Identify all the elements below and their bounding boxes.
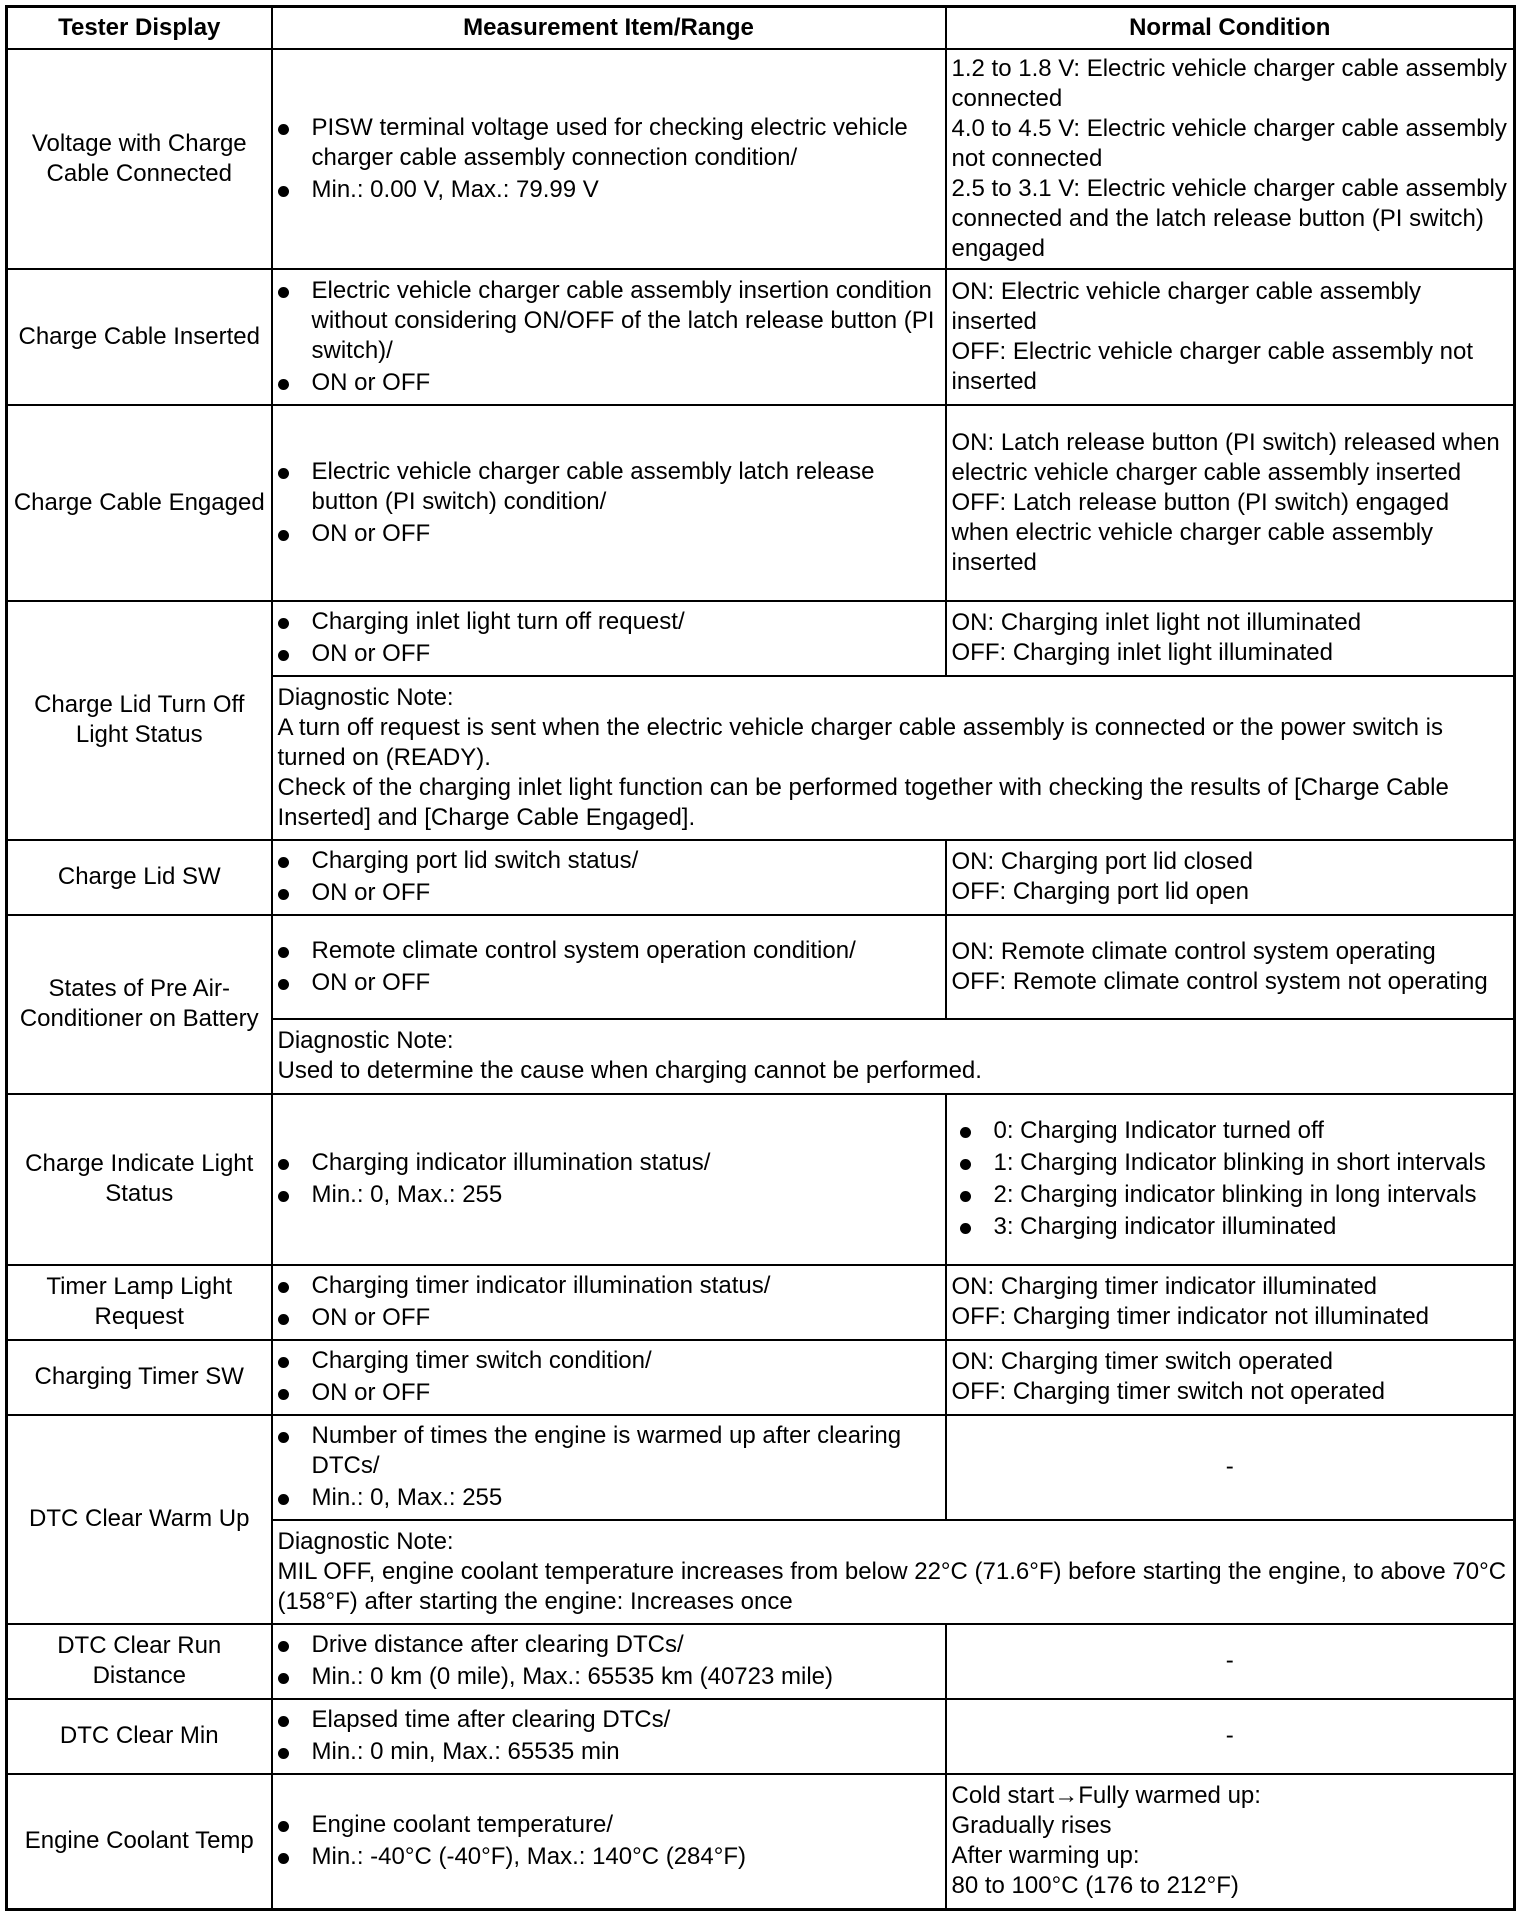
tester-display-cell: Charge Lid SW (7, 840, 272, 915)
list-item: Charging inlet light turn off request/ (278, 607, 940, 637)
table-row (7, 915, 1515, 1019)
bullet-icon (278, 1821, 289, 1832)
bullet-icon (278, 530, 289, 541)
measurement-cell (272, 1415, 946, 1520)
list-item: Min.: 0 min, Max.: 65535 min (278, 1737, 940, 1767)
tester-display-cell: DTC Clear Min (7, 1699, 272, 1774)
bullet-icon (278, 124, 289, 135)
bullet-icon (278, 889, 289, 900)
bullet-icon (278, 287, 289, 298)
list-item: Number of times the engine is warmed up after clearing DTCs/ (278, 1421, 940, 1481)
list-item: Remote climate control system operation condition/ (278, 936, 940, 966)
measurement-cell (272, 1699, 946, 1774)
bullet-icon (278, 979, 289, 990)
tester-display-cell: Engine Coolant Temp (7, 1774, 272, 1910)
bullet-icon (960, 1127, 971, 1138)
list-item: ON or OFF (278, 639, 940, 669)
bullet-icon (278, 1853, 289, 1864)
tester-display-cell: Charge Indicate Light Status (7, 1094, 272, 1265)
measurement-cell (272, 840, 946, 915)
bullet-icon (960, 1159, 971, 1170)
bullet-icon (278, 1357, 289, 1368)
normal-condition-cell: ON: Charging timer switch operated OFF: Charging timer switch not operated (946, 1340, 1515, 1415)
table-row (7, 840, 1515, 915)
measurement-cell (272, 601, 946, 676)
measurement-cell (272, 1094, 946, 1265)
measurement-cell (272, 1774, 946, 1910)
table-row (7, 1094, 1515, 1265)
list-item: Engine coolant temperature/ (278, 1810, 940, 1840)
bullet-icon (278, 1673, 289, 1684)
list-item: ON or OFF (278, 519, 940, 549)
normal-condition-cell: 1.2 to 1.8 V: Electric vehicle charger cable assembly connected 4.0 to 4.5 V: Electric vehicle charger cable assembly not connected 2.5 to 3.1 V: Electric vehicle charger cable assembly connected and the latch release button (PI switch) engaged (946, 49, 1515, 269)
table-row (7, 405, 1515, 601)
header-tester-display: Tester Display (7, 7, 272, 49)
normal-condition-cell: - (946, 1699, 1515, 1774)
normal-condition-cell: ON: Charging timer indicator illuminated OFF: Charging timer indicator not illuminated (946, 1265, 1515, 1340)
diagnostic-note: Diagnostic Note: Used to determine the cause when charging cannot be performed. (272, 1019, 1515, 1094)
list-item: 2: Charging indicator blinking in long intervals (960, 1180, 1509, 1210)
table-row (7, 1699, 1515, 1774)
measurement-cell (272, 49, 946, 269)
tester-display-cell: Charge Cable Engaged (7, 405, 272, 601)
bullet-icon (278, 1159, 289, 1170)
tester-display-cell: Voltage with Charge Cable Connected (7, 49, 272, 269)
tester-display-cell: Charge Lid Turn Off Light Status (7, 601, 272, 840)
list-item: Electric vehicle charger cable assembly latch release button (PI switch) condition/ (278, 457, 940, 517)
bullet-icon (278, 1494, 289, 1505)
diagnostic-note: Diagnostic Note: MIL OFF, engine coolant temperature increases from below 22°C (71.6°F) before starting the engine, to above 70°C (158°F) after starting the engine: Increases once (272, 1520, 1515, 1624)
normal-condition-cell: ON: Charging port lid closed OFF: Charging port lid open (946, 840, 1515, 915)
list-item: Charging indicator illumination status/ (278, 1148, 940, 1178)
list-item: Charging port lid switch status/ (278, 846, 940, 876)
list-item: PISW terminal voltage used for checking electric vehicle charger cable assembly connection condition/ (278, 113, 940, 173)
list-item: Charging timer indicator illumination status/ (278, 1271, 940, 1301)
bullet-icon (960, 1223, 971, 1234)
list-item: Min.: 0 km (0 mile), Max.: 65535 km (40723 mile) (278, 1662, 940, 1692)
list-item: ON or OFF (278, 968, 940, 998)
list-item: Min.: -40°C (-40°F), Max.: 140°C (284°F) (278, 1842, 940, 1872)
bullet-icon (278, 947, 289, 958)
bullet-icon (278, 857, 289, 868)
header-normal-condition: Normal Condition (946, 7, 1515, 49)
bullet-icon (278, 1389, 289, 1400)
table-row (7, 1774, 1515, 1910)
header-measurement: Measurement Item/Range (272, 7, 946, 49)
table-row (7, 1340, 1515, 1415)
list-item: 3: Charging indicator illuminated (960, 1212, 1509, 1242)
list-item: ON or OFF (278, 368, 940, 398)
list-item: ON or OFF (278, 1378, 940, 1408)
normal-condition-cell: ON: Latch release button (PI switch) released when electric vehicle charger cable assembly inserted OFF: Latch release button (PI switch) engaged when electric vehicle charger cable assembly inserted (946, 405, 1515, 601)
tester-display-cell: DTC Clear Run Distance (7, 1624, 272, 1699)
list-item: Charging timer switch condition/ (278, 1346, 940, 1376)
bullet-icon (278, 618, 289, 629)
tester-display-cell: States of Pre Air-Conditioner on Battery (7, 915, 272, 1094)
table-row (7, 1624, 1515, 1699)
table-row (7, 601, 1515, 676)
bullet-icon (278, 1641, 289, 1652)
measurement-cell (272, 1624, 946, 1699)
list-item: Min.: 0, Max.: 255 (278, 1180, 940, 1210)
normal-condition-cell: - (946, 1624, 1515, 1699)
measurement-cell (272, 1265, 946, 1340)
normal-condition-cell: ON: Electric vehicle charger cable assembly inserted OFF: Electric vehicle charger cable assembly not inserted (946, 269, 1515, 405)
list-item: Min.: 0.00 V, Max.: 79.99 V (278, 175, 940, 205)
measurement-cell (272, 269, 946, 405)
list-item: ON or OFF (278, 1303, 940, 1333)
bullet-icon (278, 468, 289, 479)
normal-condition-cell: Cold start→Fully warmed up: Gradually rises After warming up: 80 to 100°C (176 to 212°F) (946, 1774, 1515, 1910)
list-item: 1: Charging Indicator blinking in short intervals (960, 1148, 1509, 1178)
bullet-icon (278, 1282, 289, 1293)
table-row (7, 1265, 1515, 1340)
list-item: Drive distance after clearing DTCs/ (278, 1630, 940, 1660)
header-row (7, 7, 1515, 49)
bullet-icon (278, 1432, 289, 1443)
tester-display-cell: DTC Clear Warm Up (7, 1415, 272, 1624)
bullet-icon (278, 1748, 289, 1759)
normal-condition-cell: - (946, 1415, 1515, 1520)
measurement-cell (272, 405, 946, 601)
tester-display-cell: Charging Timer SW (7, 1340, 272, 1415)
list-item: 0: Charging Indicator turned off (960, 1116, 1509, 1146)
data-list-table (5, 5, 1516, 1911)
diagnostic-note: Diagnostic Note: A turn off request is sent when the electric vehicle charger cable assembly is connected or the power switch is turned on (READY). Check of the charging inlet light function can be performed together with checking the results of [Charge Cable Inserted] and [Charge Cable Engaged]. (272, 676, 1515, 840)
measurement-cell (272, 1340, 946, 1415)
tester-display-cell: Charge Cable Inserted (7, 269, 272, 405)
table-row (7, 49, 1515, 269)
bullet-icon (960, 1191, 971, 1202)
list-item: Electric vehicle charger cable assembly insertion condition without considering ON/OFF of the latch release button (PI switch)/ (278, 276, 940, 366)
measurement-cell (272, 915, 946, 1019)
normal-condition-cell: ON: Remote climate control system operating OFF: Remote climate control system not operating (946, 915, 1515, 1019)
list-item: Min.: 0, Max.: 255 (278, 1483, 940, 1513)
list-item: Elapsed time after clearing DTCs/ (278, 1705, 940, 1735)
table-row (7, 269, 1515, 405)
bullet-icon (278, 650, 289, 661)
bullet-icon (278, 1314, 289, 1325)
bullet-icon (278, 379, 289, 390)
list-item: ON or OFF (278, 878, 940, 908)
normal-condition-cell (946, 1094, 1515, 1265)
tester-display-cell: Timer Lamp Light Request (7, 1265, 272, 1340)
bullet-icon (278, 186, 289, 197)
normal-condition-cell: ON: Charging inlet light not illuminated OFF: Charging inlet light illuminated (946, 601, 1515, 676)
table-row (7, 1415, 1515, 1520)
bullet-icon (278, 1716, 289, 1727)
bullet-icon (278, 1191, 289, 1202)
